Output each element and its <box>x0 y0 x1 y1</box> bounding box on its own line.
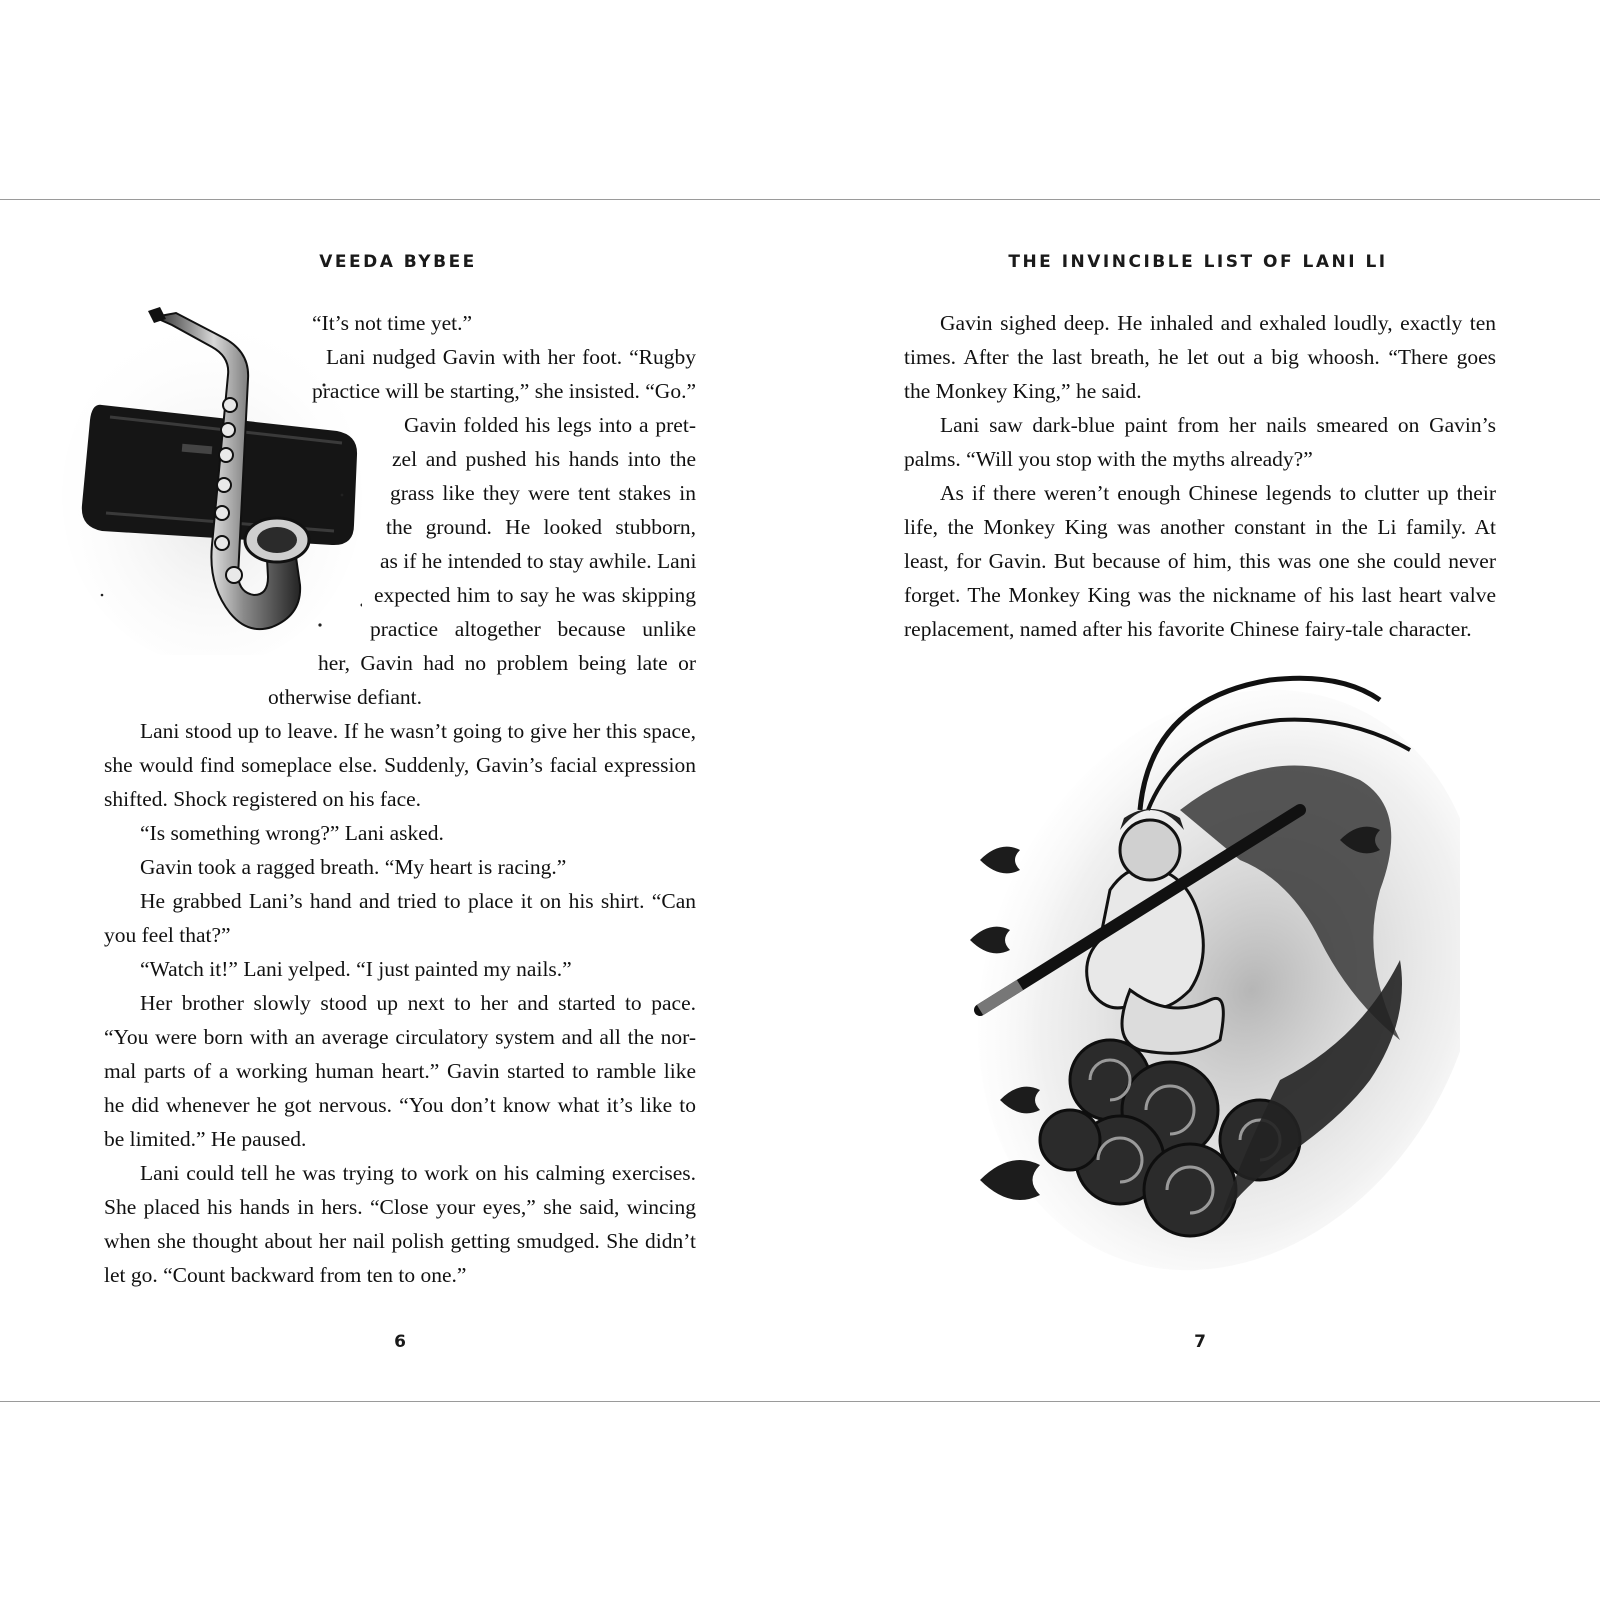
text-line: she would find someplace else. Suddenly, Gavin’s facial expression <box>104 753 696 777</box>
text-line: Lani saw dark-blue paint from her nails smeared on Gavin’s <box>940 413 1496 437</box>
text-line: times. After the last breath, he let out a big whoosh. “There goes <box>904 345 1496 369</box>
text-line: Lani stood up to leave. If he wasn’t going to give her this space, <box>140 719 696 743</box>
text-line: zel and pushed his hands into the <box>392 447 696 471</box>
saxophone-illustration <box>62 295 362 655</box>
text-line: She placed his hands in hers. “Close your eyes,” she said, wincing <box>104 1195 696 1219</box>
text-line: mal parts of a working human heart.” Gavin started to ramble like <box>104 1059 696 1083</box>
text-line: the Monkey King,” he said. <box>904 379 1142 403</box>
text-line: practice altogether because unlike <box>370 617 696 641</box>
text-line: grass like they were tent stakes in <box>390 481 696 505</box>
text-line: you feel that?” <box>104 923 231 947</box>
text-line: replacement, named after his favorite Chinese fairy-tale character. <box>904 617 1472 641</box>
text-line: “It’s not time yet.” <box>312 311 473 335</box>
text-line: Her brother slowly stood up next to her and started to pace. <box>140 991 696 1015</box>
text-line: Lani could tell he was trying to work on his calming exercises. <box>140 1161 696 1185</box>
text-line: “Watch it!” Lani yelped. “I just painted my nails.” <box>140 957 572 981</box>
text-line: when she thought about her nail polish getting smudged. She didn’t <box>104 1229 696 1253</box>
text-line: Lani nudged Gavin with her foot. “Rugby <box>326 345 696 369</box>
text-line: least, for Gavin. But because of him, this was one she could never <box>904 549 1496 573</box>
text-line: Gavin folded his legs into a pret- <box>404 413 696 437</box>
text-line: otherwise defiant. <box>268 685 423 709</box>
right-page <box>800 200 1600 1401</box>
text-line: let go. “Count backward from ten to one.” <box>104 1263 467 1287</box>
text-line: “You were born with an average circulatory system and all the nor- <box>104 1025 696 1049</box>
text-line: As if there weren’t enough Chinese legends to clutter up their <box>940 481 1496 505</box>
text-line: Gavin sighed deep. He inhaled and exhaled loudly, exactly ten <box>940 311 1496 335</box>
page-number: 6 <box>394 1332 406 1352</box>
text-line: “Is something wrong?” Lani asked. <box>140 821 444 845</box>
book-spread <box>0 199 1600 1402</box>
page-number: 7 <box>1194 1332 1206 1352</box>
text-line: expected him to say he was skipping <box>374 583 696 607</box>
running-head-title: THE INVINCIBLE LIST OF LANI LI <box>1008 252 1388 272</box>
text-line: He grabbed Lani’s hand and tried to place it on his shirt. “Can <box>140 889 696 913</box>
left-page <box>0 200 800 1401</box>
text-line: practice will be starting,” she insisted. “Go.” <box>312 379 696 403</box>
text-line: life, the Monkey King was another constant in the Li family. At <box>904 515 1496 539</box>
running-head-author: VEEDA BYBEE <box>319 252 477 272</box>
text-line: be limited.” He paused. <box>104 1127 307 1151</box>
text-line: the ground. He looked stubborn, <box>386 515 696 539</box>
text-line: forget. The Monkey King was the nickname of his last heart valve <box>904 583 1496 607</box>
text-line: as if he intended to stay awhile. Lani <box>380 549 697 573</box>
text-line: her, Gavin had no problem being late or <box>318 651 696 675</box>
text-line: palms. “Will you stop with the myths already?” <box>904 447 1313 471</box>
monkey-king-illustration <box>940 660 1460 1280</box>
text-line: he did whenever he got nervous. “You don’t know what it’s like to <box>104 1093 696 1117</box>
text-line: shifted. Shock registered on his face. <box>104 787 422 811</box>
text-line: Gavin took a ragged breath. “My heart is racing.” <box>140 855 567 879</box>
